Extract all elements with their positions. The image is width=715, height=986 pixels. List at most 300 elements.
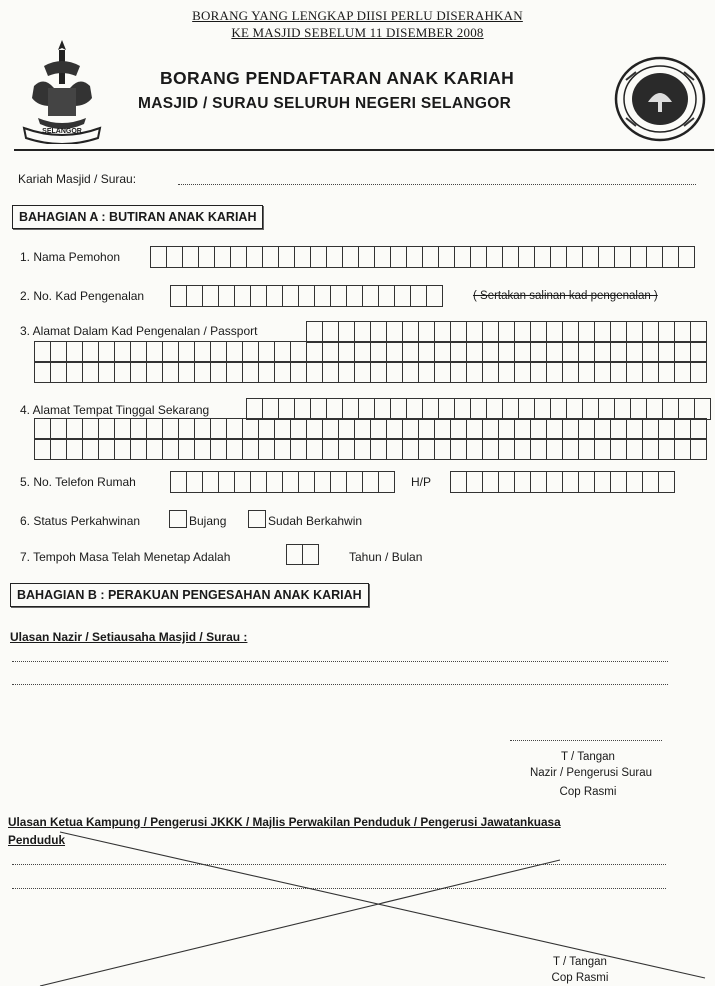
character-cell[interactable] xyxy=(243,439,259,459)
character-cell[interactable] xyxy=(691,419,707,439)
character-cell[interactable] xyxy=(347,286,363,306)
character-cell[interactable] xyxy=(515,419,531,439)
character-cell[interactable] xyxy=(115,419,131,439)
character-cell[interactable] xyxy=(187,472,203,492)
character-cell[interactable] xyxy=(627,472,643,492)
character-cell[interactable] xyxy=(691,439,707,459)
character-cell[interactable] xyxy=(299,472,315,492)
character-cell[interactable] xyxy=(691,342,707,362)
character-cell[interactable] xyxy=(595,322,611,342)
character-cell[interactable] xyxy=(67,342,83,362)
character-cell[interactable] xyxy=(219,472,235,492)
character-cell[interactable] xyxy=(275,342,291,362)
character-cell[interactable] xyxy=(403,419,419,439)
character-cell[interactable] xyxy=(515,439,531,459)
character-cell[interactable] xyxy=(203,472,219,492)
character-cell[interactable] xyxy=(347,472,363,492)
character-cell[interactable] xyxy=(643,342,659,362)
character-cell[interactable] xyxy=(503,247,519,267)
character-cell[interactable] xyxy=(355,439,371,459)
character-cell[interactable] xyxy=(627,322,643,342)
character-cell[interactable] xyxy=(195,362,211,382)
character-cell[interactable] xyxy=(659,342,675,362)
character-cell[interactable] xyxy=(615,247,631,267)
character-cell[interactable] xyxy=(219,286,235,306)
nazir-signature-line[interactable] xyxy=(510,740,662,741)
character-cell[interactable] xyxy=(579,419,595,439)
character-cell[interactable] xyxy=(531,472,547,492)
character-cell[interactable] xyxy=(131,362,147,382)
character-cell[interactable] xyxy=(531,362,547,382)
character-cell[interactable] xyxy=(487,247,503,267)
character-cell[interactable] xyxy=(615,399,631,419)
character-cell[interactable] xyxy=(551,247,567,267)
character-cell[interactable] xyxy=(563,342,579,362)
character-cell[interactable] xyxy=(211,362,227,382)
character-cell[interactable] xyxy=(131,342,147,362)
character-cell[interactable] xyxy=(611,439,627,459)
character-cell[interactable] xyxy=(331,472,347,492)
character-cell[interactable] xyxy=(627,362,643,382)
character-cell[interactable] xyxy=(179,342,195,362)
character-cell[interactable] xyxy=(643,439,659,459)
character-cell[interactable] xyxy=(35,419,51,439)
character-cell[interactable] xyxy=(311,399,327,419)
character-cell[interactable] xyxy=(371,362,387,382)
character-cell[interactable] xyxy=(323,322,339,342)
character-cell[interactable] xyxy=(167,247,183,267)
character-cell[interactable] xyxy=(531,342,547,362)
character-cell[interactable] xyxy=(179,439,195,459)
character-cell[interactable] xyxy=(419,439,435,459)
character-cell[interactable] xyxy=(483,419,499,439)
character-cell[interactable] xyxy=(35,362,51,382)
character-cell[interactable] xyxy=(387,362,403,382)
character-cell[interactable] xyxy=(195,439,211,459)
character-cell[interactable] xyxy=(283,472,299,492)
character-cell[interactable] xyxy=(387,419,403,439)
character-cell[interactable] xyxy=(675,419,691,439)
character-cell[interactable] xyxy=(675,322,691,342)
character-cell[interactable] xyxy=(187,286,203,306)
character-cell[interactable] xyxy=(563,419,579,439)
character-cell[interactable] xyxy=(247,247,263,267)
character-cell[interactable] xyxy=(563,362,579,382)
character-cell[interactable] xyxy=(259,362,275,382)
character-cell[interactable] xyxy=(339,322,355,342)
character-cell[interactable] xyxy=(467,472,483,492)
character-cell[interactable] xyxy=(279,399,295,419)
character-cell[interactable] xyxy=(83,342,99,362)
character-cell[interactable] xyxy=(203,286,219,306)
character-cell[interactable] xyxy=(171,286,187,306)
character-cell[interactable] xyxy=(131,439,147,459)
character-cell[interactable] xyxy=(291,362,307,382)
character-cell[interactable] xyxy=(395,286,411,306)
character-cell[interactable] xyxy=(499,472,515,492)
character-cell[interactable] xyxy=(679,399,695,419)
character-cell[interactable] xyxy=(283,286,299,306)
character-cell[interactable] xyxy=(627,342,643,362)
character-cell[interactable] xyxy=(51,439,67,459)
character-cell[interactable] xyxy=(211,419,227,439)
character-cell[interactable] xyxy=(307,419,323,439)
character-cell[interactable] xyxy=(535,247,551,267)
character-cell[interactable] xyxy=(451,472,467,492)
nazir-comment-line1[interactable] xyxy=(12,661,668,662)
character-cell[interactable] xyxy=(643,472,659,492)
character-cell[interactable] xyxy=(663,247,679,267)
character-cell[interactable] xyxy=(567,399,583,419)
character-cell[interactable] xyxy=(547,419,563,439)
character-cell[interactable] xyxy=(515,322,531,342)
character-cell[interactable] xyxy=(83,419,99,439)
character-cell[interactable] xyxy=(435,322,451,342)
character-cell[interactable] xyxy=(471,399,487,419)
character-cell[interactable] xyxy=(379,286,395,306)
character-cell[interactable] xyxy=(163,342,179,362)
character-cell[interactable] xyxy=(579,342,595,362)
character-cell[interactable] xyxy=(579,439,595,459)
character-cell[interactable] xyxy=(227,342,243,362)
character-cell[interactable] xyxy=(483,322,499,342)
character-cell[interactable] xyxy=(403,342,419,362)
character-cell[interactable] xyxy=(303,545,319,564)
character-cell[interactable] xyxy=(235,472,251,492)
character-cell[interactable] xyxy=(391,399,407,419)
character-cell[interactable] xyxy=(315,286,331,306)
character-cell[interactable] xyxy=(275,362,291,382)
character-cell[interactable] xyxy=(547,362,563,382)
character-cell[interactable] xyxy=(295,399,311,419)
character-cell[interactable] xyxy=(483,439,499,459)
nazir-comment-line2[interactable] xyxy=(12,684,668,685)
character-cell[interactable] xyxy=(279,247,295,267)
character-cell[interactable] xyxy=(363,472,379,492)
character-cell[interactable] xyxy=(451,419,467,439)
character-cell[interactable] xyxy=(323,342,339,362)
character-cell[interactable] xyxy=(327,399,343,419)
character-cell[interactable] xyxy=(375,247,391,267)
character-cell[interactable] xyxy=(471,247,487,267)
character-cell[interactable] xyxy=(295,247,311,267)
character-cell[interactable] xyxy=(631,247,647,267)
character-cell[interactable] xyxy=(435,362,451,382)
character-cell[interactable] xyxy=(115,342,131,362)
character-cell[interactable] xyxy=(547,322,563,342)
character-cell[interactable] xyxy=(67,362,83,382)
character-cell[interactable] xyxy=(243,362,259,382)
character-cell[interactable] xyxy=(355,419,371,439)
character-cell[interactable] xyxy=(251,472,267,492)
character-cell[interactable] xyxy=(307,322,323,342)
character-cell[interactable] xyxy=(163,439,179,459)
character-cell[interactable] xyxy=(35,439,51,459)
character-cell[interactable] xyxy=(371,419,387,439)
character-cell[interactable] xyxy=(371,342,387,362)
character-cell[interactable] xyxy=(403,362,419,382)
character-cell[interactable] xyxy=(567,247,583,267)
character-cell[interactable] xyxy=(691,362,707,382)
character-cell[interactable] xyxy=(195,342,211,362)
character-cell[interactable] xyxy=(235,286,251,306)
character-cell[interactable] xyxy=(647,399,663,419)
character-cell[interactable] xyxy=(291,342,307,362)
character-cell[interactable] xyxy=(215,247,231,267)
character-cell[interactable] xyxy=(659,362,675,382)
character-cell[interactable] xyxy=(403,439,419,459)
character-cell[interactable] xyxy=(467,419,483,439)
character-cell[interactable] xyxy=(211,342,227,362)
character-cell[interactable] xyxy=(611,342,627,362)
character-cell[interactable] xyxy=(595,419,611,439)
character-cell[interactable] xyxy=(299,286,315,306)
character-cell[interactable] xyxy=(435,342,451,362)
character-cell[interactable] xyxy=(599,247,615,267)
character-cell[interactable] xyxy=(211,439,227,459)
character-cell[interactable] xyxy=(375,399,391,419)
character-cell[interactable] xyxy=(499,362,515,382)
character-cell[interactable] xyxy=(487,399,503,419)
character-cell[interactable] xyxy=(407,247,423,267)
character-cell[interactable] xyxy=(563,439,579,459)
character-cell[interactable] xyxy=(147,439,163,459)
ic-input-boxes[interactable] xyxy=(170,285,443,307)
character-cell[interactable] xyxy=(435,439,451,459)
character-cell[interactable] xyxy=(411,286,427,306)
duration-input-boxes[interactable] xyxy=(286,544,319,565)
character-cell[interactable] xyxy=(259,419,275,439)
character-cell[interactable] xyxy=(611,472,627,492)
character-cell[interactable] xyxy=(455,399,471,419)
character-cell[interactable] xyxy=(355,322,371,342)
character-cell[interactable] xyxy=(499,419,515,439)
character-cell[interactable] xyxy=(643,322,659,342)
character-cell[interactable] xyxy=(499,342,515,362)
character-cell[interactable] xyxy=(83,362,99,382)
character-cell[interactable] xyxy=(311,247,327,267)
character-cell[interactable] xyxy=(435,419,451,439)
character-cell[interactable] xyxy=(691,322,707,342)
character-cell[interactable] xyxy=(227,419,243,439)
single-checkbox[interactable] xyxy=(169,510,187,528)
character-cell[interactable] xyxy=(675,439,691,459)
character-cell[interactable] xyxy=(51,419,67,439)
character-cell[interactable] xyxy=(171,472,187,492)
character-cell[interactable] xyxy=(259,439,275,459)
character-cell[interactable] xyxy=(315,472,331,492)
name-input-boxes[interactable] xyxy=(150,246,695,268)
character-cell[interactable] xyxy=(483,472,499,492)
character-cell[interactable] xyxy=(339,342,355,362)
character-cell[interactable] xyxy=(275,439,291,459)
character-cell[interactable] xyxy=(579,362,595,382)
character-cell[interactable] xyxy=(291,439,307,459)
character-cell[interactable] xyxy=(547,439,563,459)
character-cell[interactable] xyxy=(427,286,443,306)
character-cell[interactable] xyxy=(515,362,531,382)
character-cell[interactable] xyxy=(695,399,711,419)
character-cell[interactable] xyxy=(611,322,627,342)
character-cell[interactable] xyxy=(147,419,163,439)
character-cell[interactable] xyxy=(423,399,439,419)
character-cell[interactable] xyxy=(451,342,467,362)
character-cell[interactable] xyxy=(263,247,279,267)
character-cell[interactable] xyxy=(179,419,195,439)
character-cell[interactable] xyxy=(663,399,679,419)
character-cell[interactable] xyxy=(519,399,535,419)
character-cell[interactable] xyxy=(611,419,627,439)
character-cell[interactable] xyxy=(51,342,67,362)
character-cell[interactable] xyxy=(515,342,531,362)
character-cell[interactable] xyxy=(339,362,355,382)
character-cell[interactable] xyxy=(391,247,407,267)
character-cell[interactable] xyxy=(163,419,179,439)
character-cell[interactable] xyxy=(483,342,499,362)
character-cell[interactable] xyxy=(467,322,483,342)
character-cell[interactable] xyxy=(467,362,483,382)
character-cell[interactable] xyxy=(267,286,283,306)
character-cell[interactable] xyxy=(611,362,627,382)
character-cell[interactable] xyxy=(675,342,691,362)
character-cell[interactable] xyxy=(151,247,167,267)
character-cell[interactable] xyxy=(331,286,347,306)
character-cell[interactable] xyxy=(595,472,611,492)
character-cell[interactable] xyxy=(419,322,435,342)
character-cell[interactable] xyxy=(535,399,551,419)
character-cell[interactable] xyxy=(267,472,283,492)
character-cell[interactable] xyxy=(323,439,339,459)
address-now-row2[interactable] xyxy=(34,418,707,440)
character-cell[interactable] xyxy=(407,399,423,419)
hp-input-boxes[interactable] xyxy=(450,471,675,493)
character-cell[interactable] xyxy=(51,362,67,382)
character-cell[interactable] xyxy=(115,439,131,459)
character-cell[interactable] xyxy=(35,342,51,362)
character-cell[interactable] xyxy=(339,439,355,459)
character-cell[interactable] xyxy=(467,342,483,362)
character-cell[interactable] xyxy=(419,419,435,439)
character-cell[interactable] xyxy=(455,247,471,267)
character-cell[interactable] xyxy=(227,439,243,459)
character-cell[interactable] xyxy=(99,419,115,439)
character-cell[interactable] xyxy=(451,362,467,382)
character-cell[interactable] xyxy=(547,342,563,362)
character-cell[interactable] xyxy=(183,247,199,267)
kariah-field[interactable] xyxy=(178,184,696,185)
character-cell[interactable] xyxy=(243,419,259,439)
character-cell[interactable] xyxy=(595,362,611,382)
character-cell[interactable] xyxy=(403,322,419,342)
address-now-row1[interactable] xyxy=(246,398,711,420)
character-cell[interactable] xyxy=(251,286,267,306)
character-cell[interactable] xyxy=(83,439,99,459)
character-cell[interactable] xyxy=(379,472,395,492)
character-cell[interactable] xyxy=(67,419,83,439)
character-cell[interactable] xyxy=(99,439,115,459)
character-cell[interactable] xyxy=(631,399,647,419)
character-cell[interactable] xyxy=(503,399,519,419)
character-cell[interactable] xyxy=(583,399,599,419)
character-cell[interactable] xyxy=(247,399,263,419)
character-cell[interactable] xyxy=(659,322,675,342)
character-cell[interactable] xyxy=(339,419,355,439)
character-cell[interactable] xyxy=(547,472,563,492)
married-checkbox[interactable] xyxy=(248,510,266,528)
character-cell[interactable] xyxy=(451,322,467,342)
character-cell[interactable] xyxy=(483,362,499,382)
character-cell[interactable] xyxy=(531,439,547,459)
character-cell[interactable] xyxy=(679,247,695,267)
character-cell[interactable] xyxy=(275,419,291,439)
character-cell[interactable] xyxy=(307,362,323,382)
character-cell[interactable] xyxy=(419,362,435,382)
character-cell[interactable] xyxy=(99,362,115,382)
character-cell[interactable] xyxy=(343,399,359,419)
character-cell[interactable] xyxy=(147,342,163,362)
character-cell[interactable] xyxy=(115,362,131,382)
character-cell[interactable] xyxy=(579,322,595,342)
character-cell[interactable] xyxy=(359,399,375,419)
character-cell[interactable] xyxy=(563,322,579,342)
character-cell[interactable] xyxy=(359,247,375,267)
character-cell[interactable] xyxy=(579,472,595,492)
character-cell[interactable] xyxy=(643,362,659,382)
character-cell[interactable] xyxy=(551,399,567,419)
character-cell[interactable] xyxy=(675,362,691,382)
character-cell[interactable] xyxy=(355,342,371,362)
character-cell[interactable] xyxy=(179,362,195,382)
character-cell[interactable] xyxy=(67,439,83,459)
character-cell[interactable] xyxy=(291,419,307,439)
character-cell[interactable] xyxy=(467,439,483,459)
character-cell[interactable] xyxy=(595,439,611,459)
character-cell[interactable] xyxy=(659,439,675,459)
address-ic-row3[interactable] xyxy=(34,361,707,383)
character-cell[interactable] xyxy=(499,322,515,342)
character-cell[interactable] xyxy=(343,247,359,267)
character-cell[interactable] xyxy=(327,247,343,267)
character-cell[interactable] xyxy=(659,419,675,439)
character-cell[interactable] xyxy=(227,362,243,382)
character-cell[interactable] xyxy=(595,342,611,362)
character-cell[interactable] xyxy=(643,419,659,439)
character-cell[interactable] xyxy=(423,247,439,267)
character-cell[interactable] xyxy=(163,362,179,382)
character-cell[interactable] xyxy=(323,419,339,439)
character-cell[interactable] xyxy=(131,419,147,439)
character-cell[interactable] xyxy=(531,419,547,439)
character-cell[interactable] xyxy=(307,439,323,459)
character-cell[interactable] xyxy=(355,362,371,382)
character-cell[interactable] xyxy=(659,472,675,492)
character-cell[interactable] xyxy=(531,322,547,342)
character-cell[interactable] xyxy=(287,545,303,564)
character-cell[interactable] xyxy=(563,472,579,492)
address-now-row3[interactable] xyxy=(34,438,707,460)
character-cell[interactable] xyxy=(599,399,615,419)
character-cell[interactable] xyxy=(147,362,163,382)
character-cell[interactable] xyxy=(519,247,535,267)
address-ic-row2[interactable] xyxy=(34,341,707,363)
character-cell[interactable] xyxy=(387,322,403,342)
character-cell[interactable] xyxy=(627,419,643,439)
phone-input-boxes[interactable] xyxy=(170,471,395,493)
character-cell[interactable] xyxy=(387,342,403,362)
character-cell[interactable] xyxy=(439,247,455,267)
character-cell[interactable] xyxy=(263,399,279,419)
character-cell[interactable] xyxy=(647,247,663,267)
